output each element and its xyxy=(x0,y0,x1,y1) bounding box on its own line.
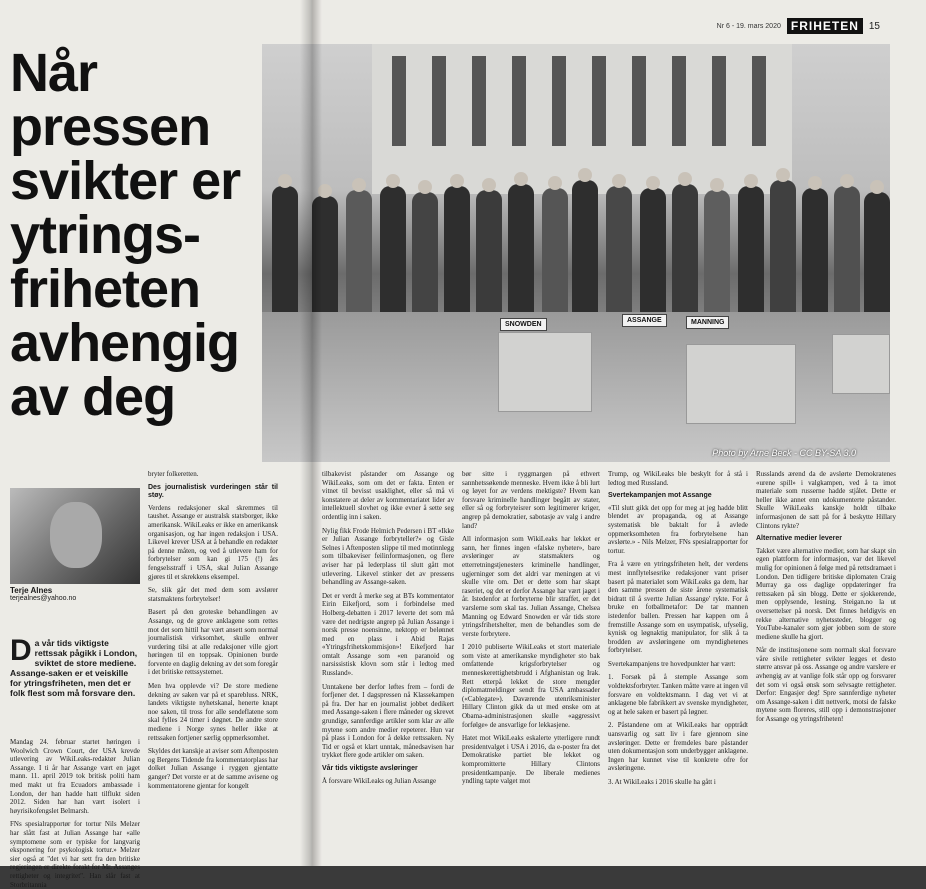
sign-assange: ASSANGE xyxy=(622,314,667,327)
article-column-2 xyxy=(148,470,278,866)
photo-credit: Photo by Arne Beck - CC BY-SA 3.0 xyxy=(712,448,856,458)
masthead xyxy=(717,18,880,34)
paragraph: Mandag 24. februar startet høringen i Woolwich Crown Court, der USA krevde utlevering av WikiLeaks-redaktør Julian Assange. I ti år har Assange vært en jaget mann. 11. april 2019 tok britisk politi ham med makt ut fra Ecuadors ambassade i London, der han hadde hatt tilflukt siden 2012. Siden har han vært isolert i høyrisikofengslet Belmarsh. xyxy=(10,738,140,815)
paragraph: «Til slutt gikk det opp for meg at jeg hadde blitt blendet av propaganda, og at Assange systematisk ble baktalt for å avlede oppmerksomheten fra forbrytelsene han avslørte.» - Nils Melzer, FNs spesialrapportør for tortur. xyxy=(608,503,748,555)
paragraph: tilbakevist påstander om Assange og WikiLeaks, som om det er fakta. Enten er vitnet til bevisst usaklighet, eller så må vi konstatere at deler av kommentariatet lider av intellektuell slovhet og ikke evner å sette seg ordentlig inn i saken. xyxy=(322,470,454,521)
statue-pedestal xyxy=(832,334,890,394)
page-number: 15 xyxy=(868,20,880,32)
paragraph: 2. Påstandene om at WikiLeaks har opptrådt uansvarlig og satt liv i fare gjennom sine avsløringer. Dette er fremdeles bare påstander uten dokumentasjon som underbygger anklagene. Ingen har kunnet vise til konkrete ofre for avsløringene. xyxy=(608,721,748,773)
sign-snowden: SNOWDEN xyxy=(500,318,547,331)
paragraph: All informasjon som WikiLeaks har lekket er sann, her finnes ingen «falske nyheter», bare avsløringer av statsmakters og etterretningstjenesters kriminelle handlinger, ugjerninger som det aldri var meningen at vi skulle vite om. Det er dette som har skapt raseriet, og det er derfor Assange har vært jaget i år. Istedenfor at forbryterne blir straffet, er det varslerne som skal tas. Julian Assange, Chelsea Manning og Edward Snowden er vår tids store ytringsfrihetshelter, men de behandles som de verste forbrytere. xyxy=(462,535,600,638)
article-column-6 xyxy=(756,470,896,866)
sign-manning: MANNING xyxy=(686,316,729,329)
paragraph: Takket være alternative medier, som har skapt sin egen plattform for informasjon, var det likevel mulig for opinionen å følge med på rettsdramaet i London. Den tidligere britiske diplomaten Craig Murray ga oss daglige oppdateringer fra rettssaken på sin blogg. Dette er sjokkerende, men opplysende, lesning. Steigan.no la ut oversettelser på norsk. Det finnes heldigvis en rekke alternative nyhetssteder, blogger og YouTube-kanaler som gjør jobben som de store mediene skulle ha gjort. xyxy=(756,546,896,641)
paragraph: Fra å være en ytringsfriheten helt, der verdens mest innflytelsesrike redaksjoner vant priser basert på materialet som WikiLeaks ga dem, har den samme pressen de siste årene systematisk bidratt til å svertte Julian Assange' rykte. For å bruke en fotballmetafor: De tar mannen istedenfor ballen. Pressen har kappen om å fremstille Assange som en usympatisk, ufyselig, kynisk og løgnaktig manipulator, for slik å ta brodden av avsløringene om myndighetenes forbrytelser. xyxy=(608,560,748,655)
paragraph: Verdens redaksjoner skal skremmes til taushet. Assange er australsk statsborger, ikke amerikansk. WikiLeaks er ikke en amerikansk organisasjon, og har ingen redaksjon i USA. Likevel krever USA at å behandle en redaktør på denne måten, og ved å utlevere ham for forbrytelser som kan gi 175 (!) års fengselsstraff i USA, skal Julian Assange gjøres til et skrekkens eksempel. xyxy=(148,503,278,581)
crowd xyxy=(272,136,890,336)
paragraph: Men hva opplevde vi? De store mediene dekning av saken var på et sparebluss. NRK, landets viktigste nyhetskanal, henerte knapt noe saken, til tross for alle sendeflatene som skal fylles 24 timer i døgnet. De andre store mediene i Norge synes heller ikke at rettssaken fortjener særlig oppmerksomhet. xyxy=(148,682,278,742)
author-name: Terje Alnes xyxy=(10,586,53,595)
headline xyxy=(10,43,260,427)
lead-text: a vår tids viktigste rettssak pågikk i London, sviktet de store mediene. Assange-saken er et veiskille for ytringsfriheten, men det er folk flest som må forsvare den. xyxy=(10,638,138,698)
paragraph: bryter folkeretten. xyxy=(148,470,199,478)
article-column-4 xyxy=(462,470,600,866)
author-email[interactable]: terjealnes@yahoo.no xyxy=(10,595,77,602)
paragraph: Trump, og WikiLeaks ble beskylt for å stå i ledtog med Russland. xyxy=(608,470,748,487)
subheading: Des journalistisk vurderingen står til støy. xyxy=(148,483,278,500)
newspaper-logo: FRIHETEN xyxy=(787,18,863,34)
paragraph: Basert på den groteske behandlingen av Assange, og de grove anklagene som rettes mot det som hittil har vært ansett som normal journalistisk virksomhet, skulle enhver vurdering tilsi at alle redaksjoner ville gjort høringen til en toppsak. Opinionen burde forvente en daglig dekning av det som foregår i det britiske rettssystemet. xyxy=(148,608,278,677)
drop-cap: D xyxy=(10,634,32,667)
subheading: Vår tids viktigste avsløringer xyxy=(322,765,418,772)
paragraph: bør sitte i ryggmargen på ethvert sannhetssøkende menneske. Hvem ikke å bli lurt og løyet for av verdens mektigste? Hvem kan forsvare kriminelle handlinger begått av stater, eller så og forbryteisrer som legitimerer kriger, angrep på demokratier, sabotasje av valg i andre land? xyxy=(462,470,600,530)
headline-line: pressen xyxy=(10,97,211,157)
paragraph: Det er verdt å merke seg at BTs kommentator Eirin Eikefjord, som i forbindelse med Holberg-debatten i 2017 leverte det som må være det nedrigste angrep på Julian Assange i norsk presse noensinne, nektopp er belønnet med en plass i Abid Rajas «Ytringsfrihetskommisjon»! Eikefjord har omtalt Assange som «en paranoid og narsissistisk klovn som står i ledtog med Russland». xyxy=(322,591,454,678)
author-photo xyxy=(10,488,140,584)
article-column-1 xyxy=(10,738,140,889)
subheading: Svertekampanjen mot Assange xyxy=(608,492,712,500)
paragraph: Hatet mot WikiLeaks eskalerte ytterligere rundt presidentvalget i USA i 2016, da e-poster fra det Demokratiske partiet ble lekket og kompromitterte Hillary Clintons presidentkampanje. De liberale medienes yndling tapte valget mot xyxy=(462,734,600,786)
paragraph: Svertekampanjens tre hovedpunkter har vært: xyxy=(608,659,736,668)
paragraph: Se, slik går det med dem som avslører statsmaktens forbrytelser! xyxy=(148,586,278,603)
paragraph: FNs spesialrapportør for tortur Nils Melzer har slått fast at Julian Assange har «alle symptomene som er typiske for langvarig eksponering for psykologisk tortur.» Melzer sier også at "det vi har sett fra den britiske regjeringen er direkte forakt for Mr. Assanges rettigheter og integritet". Han slår fast at Storbritannia xyxy=(10,820,140,889)
headline-line: friheten xyxy=(10,259,201,319)
statue-pedestal xyxy=(686,344,796,424)
paragraph: Å forsvare WikiLeaks og Julian Assange xyxy=(322,776,437,785)
article-column-3 xyxy=(322,470,454,866)
headline-line: Når xyxy=(10,43,98,103)
protest-photo xyxy=(262,44,890,462)
headline-line: avhengig xyxy=(10,313,240,373)
article-column-5 xyxy=(608,470,748,866)
paragraph: Skyldes det kanskje at aviser som Aftenposten og Bergens Tidende fra kommentatorplass har dolket Julian Assange i ryggen gjentatte ganger? Det vorste er at de samme avisene og kommentatorene gjentar for kongelt xyxy=(148,747,278,790)
statue-pedestal xyxy=(498,332,592,412)
paragraph: Russlands ærend da de avslørte Demokratenes «urene spill» i valgkampen, ved å ta imot materiale som russerne hadde stjålet. Dette er heller ikke annet enn udokumenterte påstander. Skulle WikiLeaks kanskje holdt tilbake informasjonen de satt på for å beskytte Hillary Clintons rykte? xyxy=(756,470,896,530)
headline-line: ytrings- xyxy=(10,205,201,265)
lead-paragraph xyxy=(10,634,140,698)
paragraph: Nylig fikk Frode Helmich Pedersen i BT «Ikke er Julian Assange forbryteller?» og Gisle Selnes i Aftenposten slippe til med motinnlegg som tilbakeviser feilinformasjonen, og flere aviser har på lederplass til slutt gått mot utlevering. Likevel stinker det av pressens behandling av Assange-saken. xyxy=(322,526,454,587)
paragraph: Unntakene bør derfor løftes frem – fordi de forfjener det. I dagspressen nå Klassekampen på fra. Der har en journalist jobbet dedikert med Assange-saken i flere måneder og skrevet grundige, sannferdige artikler som klar av alle mytene som andre medier repeterer. Hun var på plass i London for å dekke rettssaken. Ny Tid er også et klart unntak, månedsavisen har trykket flere gode artikler om saken. xyxy=(322,682,454,760)
paragraph: Når de institusjonene som normalt skal forsvare våre sivile rettigheter svikter legges et desto større ansvar på oss. Assange og andre varslere er avhengig av at vanlige folk står opp og forsvarer det som vi også ønsk som selvsagte rettigheter. Derfor: Engasjer deg! Spre sannferdige nyheter om Assange-saken i ditt nettverk, motsi de falske mytene som floreres, still opp i demonstrasjoner for Assange og ytringsfriheten! xyxy=(756,646,896,724)
paragraph: 1. Forsøk på å stemple Assange som voldtektsforbryter. Tanken måtte være at ingen vil forsvare en voldtektsmann. I dag vet vi at anklagene ble fabrikkert av svenske myndigheter, og at hele saken er basert på løgner. xyxy=(608,673,748,716)
headline-line: svikter er xyxy=(10,151,241,211)
paragraph: I 2010 publiserte WikiLeaks et stort materiale som viste at amerikanske myndigheter sto bak omfattende krigsforbrytelser og menneskerettighetsbrudd i Afghanistan og Irak. Rett etterpå lekket de store mengder diplomatmeldinger sendt fra USA ambassader («Cablegate»). Daværende utenriksminister Hillary Clinton gikk da ut med ønske om at Obama-administrasjonen skulle «aggressivt forfølge» de ansvarlige for lekkasjene. xyxy=(462,643,600,729)
issue-date: Nr 6 - 19. mars 2020 xyxy=(716,22,781,30)
subheading: Alternative medier leverer xyxy=(756,535,842,543)
headline-line: av deg xyxy=(10,367,176,427)
paragraph: 3. At WikiLeaks i 2016 skulle ha gått i xyxy=(608,778,716,786)
